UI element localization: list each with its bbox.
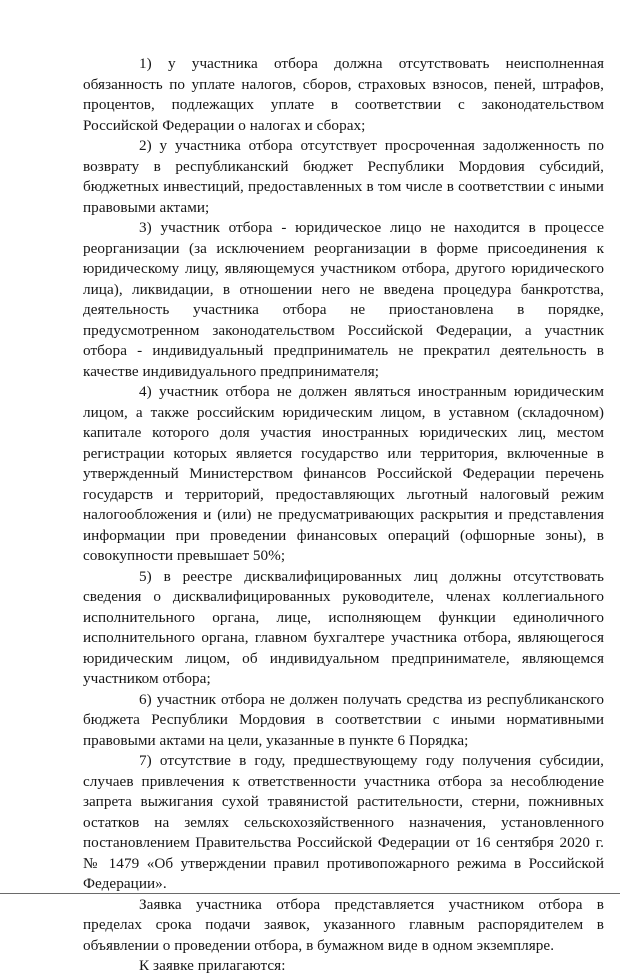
paragraph-item-3: 3) участник отбора - юридическое лицо не находится в процессе реорганизации (за исключением реорганизации в форме присоединения к юридическому лицу, являющемуся участником отбора, другого юридического лица), ликвидации, в отношении него не введена процедура банкротства, деятельность участника отбора не приостановлена в порядке, предусмотренном законодательством Российской Федерации, а участник отбора - индивидуальный предприниматель не прекратил деятельность в качестве индивидуального предпринимателя; — [83, 219, 604, 380]
paragraph-attachments-intro: К заявке прилагаются: — [139, 957, 286, 974]
paragraph-item-4: 4) участник отбора не должен являться иностранным юридическим лицом, а также российским юридическим лицом, в уставном (складочном) капитале которого доля участия иностранных юридических лиц, местом регистрации которых является государство или территория, включенные в утвержденный Министерством финансов Российской Федерации перечень государств и территорий, предоставляющих льготный налоговый режим налогообложения и (или) не предусматривающих раскрытия и представления информации при проведении финансовых операций (офшорные зоны), в совокупности превышает 50%; — [83, 383, 604, 564]
document-body — [83, 54, 604, 977]
paragraph-item-6: 6) участник отбора не должен получать средства из республиканского бюджета Республики Мордовия в соответствии с иными нормативными правовыми актами на цели, указанные в пункте 6 Порядка; — [83, 690, 604, 749]
paragraph-application: Заявка участника отбора представляется участником отбора в пределах срока подачи заявок, указанного главным распорядителем в объявлении о проведении отбора, в бумажном виде в одном экземпляре. — [83, 895, 604, 954]
paragraph-item-7: 7) отсутствие в году, предшествующему году получения субсидии, случаев привлечения к ответственности участника отбора за несоблюдение запрета выжигания сухой травянистой растительности, стерни, пожнивных остатков на землях сельскохозяйственного назначения, установленного постановлением Правительства Российской Федерации от 16 сентября 2020 г. № 1479 «Об утверждении правил противопожарного режима в Российской Федерации». — [83, 752, 604, 892]
paragraph-item-1: 1) у участника отбора должна отсутствовать неисполненная обязанность по уплате налогов, сборов, страховых взносов, пеней, штрафов, процентов, подлежащих уплате в соответствии с законодательством Российской Федерации о налогах и сборах; — [83, 55, 604, 134]
footer-divider — [0, 893, 620, 894]
paragraph-item-2: 2) у участника отбора отсутствует просроченная задолженность по возврату в республиканский бюджет Республики Мордовия субсидий, бюджетных инвестиций, предоставленных в том числе в соответствии с иными правовыми актами; — [83, 137, 604, 216]
paragraph-item-5: 5) в реестре дисквалифицированных лиц должны отсутствовать сведения о дисквалифицированных руководителе, членах коллегиального исполнительного органа, лице, исполняющем функции единоличного исполнительного органа, главном бухгалтере участника отбора, являющегося юридическим лицом, об индивидуальном предпринимателе, являющемся участником отбора; — [83, 567, 604, 687]
